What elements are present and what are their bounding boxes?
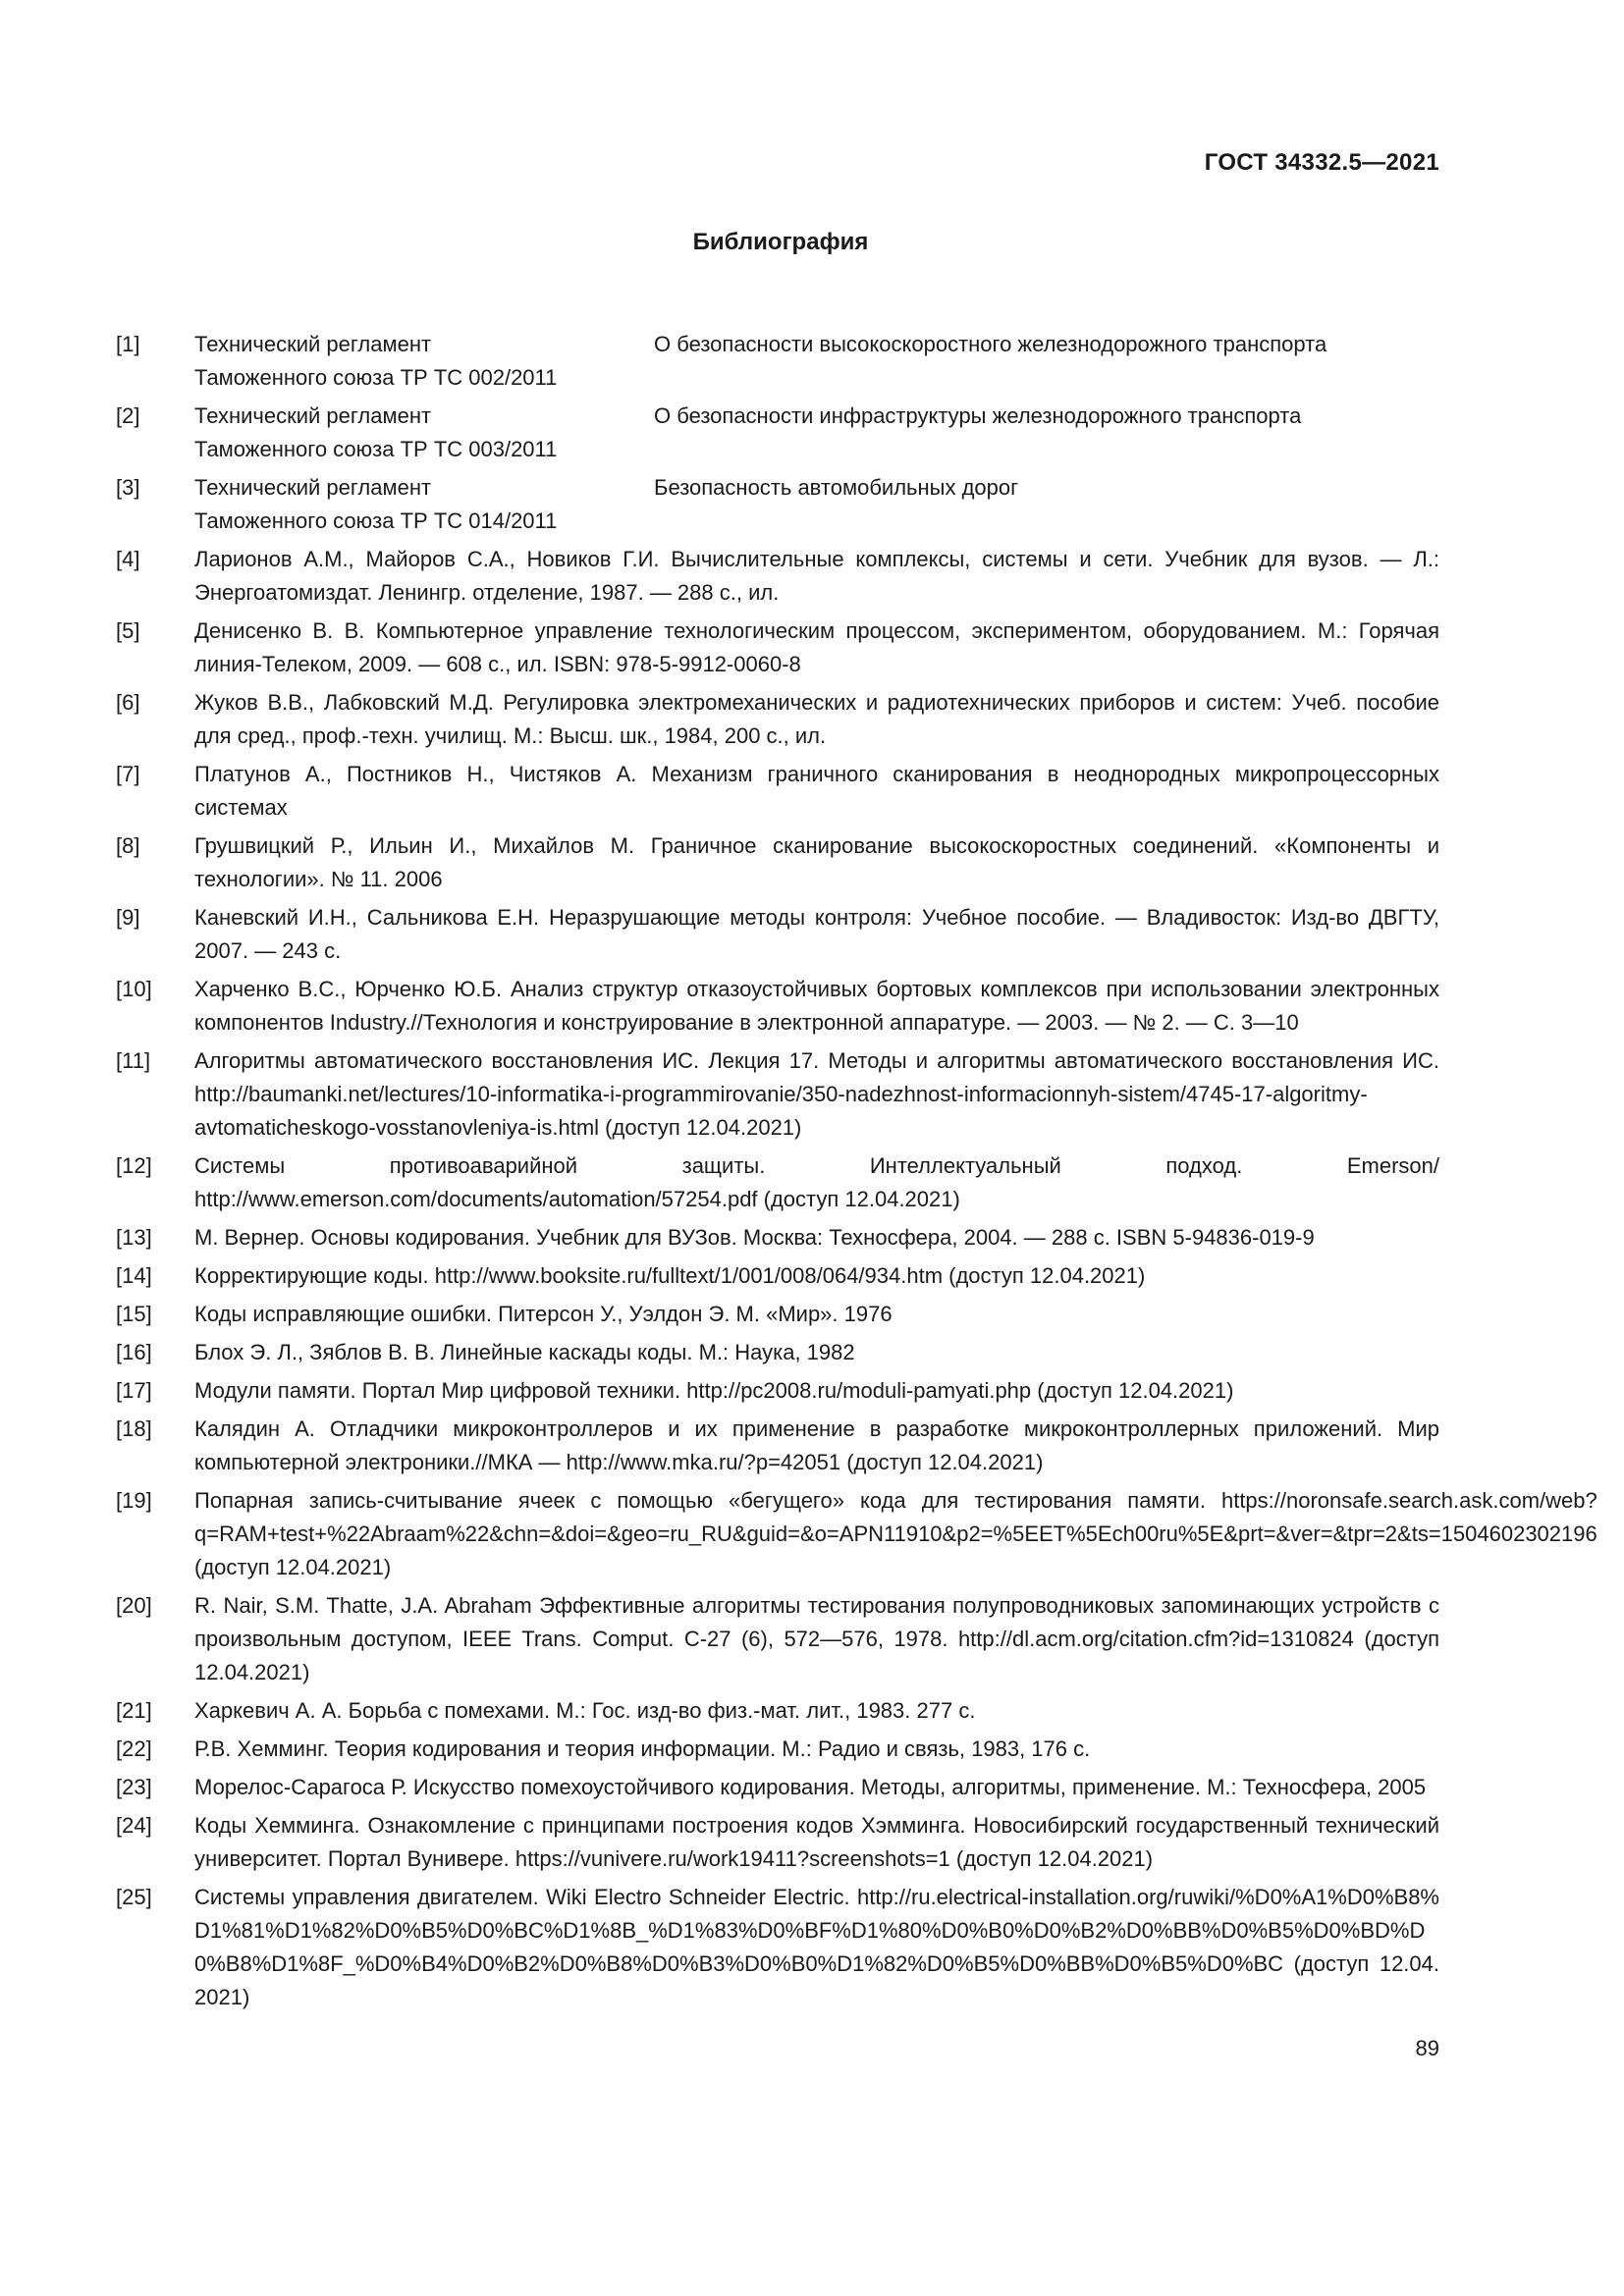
- entry-number: [24]: [116, 1813, 152, 1838]
- entry-text: Харкевич А. А. Борьба с помехами. М.: Гос. изд-во физ.-мат. лит., 1983. 277 с.: [194, 1698, 976, 1723]
- entry-text: Калядин А. Отладчики микроконтроллеров и их применение в разработке микроконтроллерных приложений. Мир компьютерной электроники.//МКА — http://www.mka.ru/?p=42051 (доступ 12.04.2021): [194, 1416, 1439, 1474]
- entry-number: [15]: [116, 1302, 152, 1326]
- entry-number: [23]: [116, 1775, 152, 1799]
- entry-text: Платунов А., Постников Н., Чистяков А. Механизм граничного сканирования в неоднородных микропроцессорных системах: [194, 762, 1439, 820]
- entry-text: Грушвицкий Р., Ильин И., Михайлов М. Граничное сканирование высокоскоростных соединений. «Компоненты и технологии». № 11. 2006: [194, 833, 1439, 891]
- entry-number: [3]: [116, 475, 140, 500]
- bibliography-entry-18: [116, 1413, 1439, 1479]
- entry-text: Жуков В.В., Лабковский М.Д. Регулировка электромеханических и радиотехнических приборов и систем: Учеб. пособие для сред., проф.-техн. училищ. М.: Высш. шк., 1984, 200 с., ил.: [194, 690, 1439, 748]
- entry-number: [17]: [116, 1378, 152, 1403]
- entry-number: [9]: [116, 905, 140, 930]
- entry-number: [10]: [116, 977, 152, 1001]
- bibliography-entry-12: [116, 1149, 1439, 1216]
- entry-text: Корректирующие коды. http://www.booksite.ru/fulltext/1/001/008/064/934.htm (доступ 12.04.2021): [194, 1263, 1146, 1288]
- regulation-type: Технический регламент: [194, 332, 432, 356]
- entry-number: [22]: [116, 1736, 152, 1761]
- bibliography-entry-20: [116, 1589, 1439, 1689]
- bibliography-entry-10: [116, 973, 1439, 1040]
- bibliography-entry-3: [116, 471, 1439, 538]
- entry-number: [7]: [116, 762, 140, 786]
- entry-number: [18]: [116, 1416, 152, 1441]
- bibliography-entry-9: [116, 901, 1439, 968]
- entry-number: [16]: [116, 1340, 152, 1364]
- entry-number: [2]: [116, 403, 140, 428]
- regulation-code: Таможенного союза ТР ТС 014/2011: [194, 508, 558, 533]
- entry-text: Каневский И.Н., Сальникова Е.Н. Неразрушающие методы контроля: Учебное пособие. — Владивосток: Изд-во ДВГТУ, 2007. — 243 с.: [194, 905, 1439, 963]
- entry-text: Коды исправляющие ошибки. Питерсон У., Уэлдон Э. М. «Мир». 1976: [194, 1302, 893, 1326]
- bibliography-entry-1: [116, 328, 1439, 395]
- regulation-type: Технический регламент: [194, 475, 432, 500]
- regulation-document: [194, 471, 654, 538]
- bibliography-entry-23: [116, 1771, 1439, 1804]
- bibliography-entry-19: [116, 1484, 1597, 1584]
- bibliography-entry-25: [116, 1881, 1439, 2014]
- entry-text: Денисенко В. В. Компьютерное управление технологическим процессом, экспериментом, оборудованием. М.: Горячая линия-Телеком, 2009. — 608 с., ил. ISBN: 978-5-9912-0060-8: [194, 618, 1439, 676]
- bibliography-entry-13: [116, 1221, 1439, 1255]
- regulation-document: [194, 328, 654, 395]
- entry-text: Блох Э. Л., Зяблов В. В. Линейные каскады коды. М.: Наука, 1982: [194, 1340, 855, 1364]
- entry-number: [21]: [116, 1698, 152, 1723]
- entry-number: [8]: [116, 833, 140, 858]
- regulation-type: Технический регламент: [194, 403, 432, 428]
- entry-number: [5]: [116, 618, 140, 643]
- bibliography-entry-11: [116, 1044, 1439, 1145]
- regulation-code: Таможенного союза ТР ТС 003/2011: [194, 437, 558, 461]
- entry-number: [12]: [116, 1153, 152, 1178]
- entry-number: [19]: [116, 1488, 152, 1513]
- entry-number: [1]: [116, 332, 140, 356]
- regulation-title: О безопасности высокоскоростного железнодорожного транспорта: [654, 332, 1327, 356]
- regulation-document: [194, 400, 654, 466]
- entry-text: Системы управления двигателем. Wiki Electro Schneider Electric. http://ru.electrical-installation.org/ruwiki/%D0%A1%D0%B8%D1%81%D1%82%D0%B5%D0%BC%D1%8B_%D1%83%D0%BF%D1%80%D0%B0%D0%B2%D0%BB%D0%B5%D0%BD%D0%B8%D1%8F_%D0%B4%D0%B2%D0%B8%D0%B3%D0%B0%D1%82%D0%B5%D0%BB%D0%B5%D0%BC (доступ 12.04.2021): [194, 1885, 1439, 2009]
- entry-text: Системы противоаварийной защиты. Интеллектуальный подход. Emerson/ http://www.emerson.com/documents/automation/57254.pdf (доступ 12.04.2021): [194, 1153, 1439, 1211]
- entry-text: R. Nair, S.M. Thatte, J.A. Abraham Эффективные алгоритмы тестирования полупроводниковых запоминающих устройств с произвольным доступом, IEEE Trans. Comput. C-27 (6), 572—576, 1978. http://dl.acm.org/citation.cfm?id=1310824 (доступ 12.04.2021): [194, 1593, 1439, 1684]
- bibliography-entry-6: [116, 686, 1439, 753]
- bibliography-entry-17: [116, 1374, 1439, 1408]
- bibliography-title: Библиография: [692, 229, 869, 255]
- bibliography-entry-16: [116, 1336, 1439, 1369]
- entry-number: [11]: [116, 1048, 151, 1073]
- entry-text: Харченко В.С., Юрченко Ю.Б. Анализ структур отказоустойчивых бортовых комплексов при использовании электронных компонентов Industry.//Технология и конструирование в электронной аппаратуре. — 2003. — № 2. — С. 3—10: [194, 977, 1439, 1035]
- entry-text: Попарная запись-считывание ячеек с помощью «бегущего» кода для тестирования памяти. https://noronsafe.search.ask.com/web?q=RAM+test+%22Abraam%22&chn=&doi=&geo=ru_RU&guid=&o=APN11910&p2=%5EET%5Ech00ru%5E&prt=&ver=&tpr=2&ts=1504602302196 (доступ 12.04.2021): [194, 1488, 1597, 1579]
- entry-number: [13]: [116, 1225, 152, 1250]
- bibliography-entry-2: [116, 400, 1439, 466]
- bibliography-entry-5: [116, 614, 1439, 681]
- bibliography-entry-24: [116, 1809, 1439, 1876]
- bibliography-entry-14: [116, 1259, 1439, 1293]
- bibliography-list: [116, 328, 1597, 2014]
- regulation-title: О безопасности инфраструктуры железнодорожного транспорта: [654, 403, 1302, 428]
- regulation-title: Безопасность автомобильных дорог: [654, 475, 1019, 500]
- entry-text: Р.В. Хемминг. Теория кодирования и теория информации. М.: Радио и связь, 1983, 176 с.: [194, 1736, 1091, 1761]
- entry-text: Алгоритмы автоматического восстановления ИС. Лекция 17. Методы и алгоритмы автоматического восстановления ИС. http://baumanki.net/lectures/10-informatika-i-programmirovanie/350-nadezhnost-informacionnyh-sistem/4745-17-algoritmy-avtomaticheskogo-vosstanovleniya-is.html (доступ 12.04.2021): [194, 1048, 1439, 1140]
- entry-number: [6]: [116, 690, 140, 715]
- bibliography-entry-22: [116, 1733, 1439, 1766]
- bibliography-entry-7: [116, 758, 1439, 825]
- bibliography-entry-8: [116, 829, 1439, 896]
- entry-text: Коды Хемминга. Ознакомление с принципами построения кодов Хэмминга. Новосибирский государственный технический университет. Портал Вунивере. https://vunivere.ru/work19411?screenshots=1 (доступ 12.04.2021): [194, 1813, 1439, 1871]
- entry-number: [25]: [116, 1885, 152, 1909]
- bibliography-entry-4: [116, 543, 1439, 610]
- standard-number-header: ГОСТ 34332.5—2021: [1204, 149, 1439, 176]
- entry-text: Морелос-Сарагоса Р. Искусство помехоустойчивого кодирования. Методы, алгоритмы, применение. М.: Техносфера, 2005: [194, 1775, 1427, 1799]
- entry-text: Модули памяти. Портал Мир цифровой техники. http://pc2008.ru/moduli-pamyati.php (доступ 12.04.2021): [194, 1378, 1234, 1403]
- entry-number: [14]: [116, 1263, 152, 1288]
- entry-number: [4]: [116, 547, 140, 571]
- entry-text: Ларионов А.М., Майоров С.А., Новиков Г.И. Вычислительные комплексы, системы и сети. Учебник для вузов. — Л.: Энергоатомиздат. Ленингр. отделение, 1987. — 288 с., ил.: [194, 547, 1439, 605]
- entry-text: М. Вернер. Основы кодирования. Учебник для ВУЗов. Москва: Техносфера, 2004. — 288 с. ISBN 5-94836-019-9: [194, 1225, 1315, 1250]
- entry-number: [20]: [116, 1593, 152, 1618]
- regulation-code: Таможенного союза ТР ТС 002/2011: [194, 365, 558, 390]
- bibliography-entry-15: [116, 1298, 1439, 1331]
- page-number: 89: [1415, 2036, 1439, 2060]
- bibliography-entry-21: [116, 1694, 1439, 1728]
